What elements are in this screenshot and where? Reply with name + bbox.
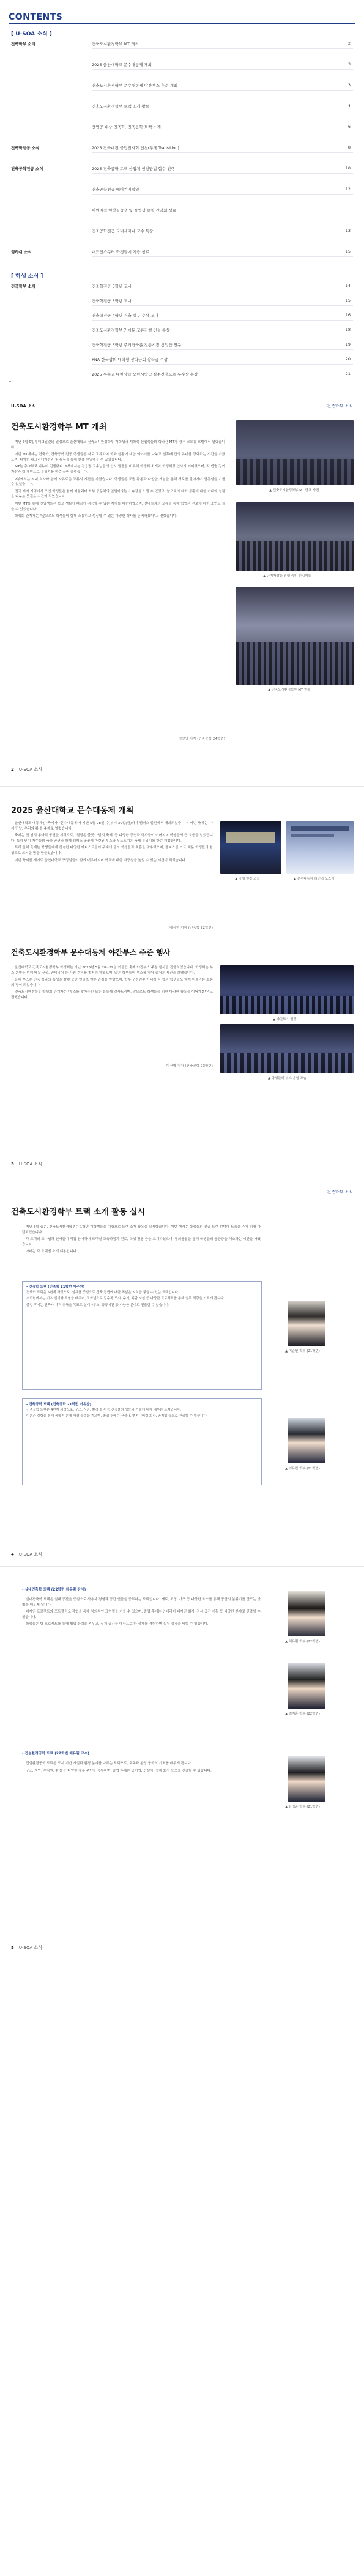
- contents-page: [0, 0, 364, 392]
- contents-page-number: 14: [345, 283, 351, 288]
- paragraph: 이번 MT에서는 건축학, 건축공학 전공 학생들은 서로 교류하며 학과 생활에 대한 이야기를 나누고 선후배 간의 유대를 강화하는 시간을 가졌으며, 다양한 레크리에이션과 팀 활동을 통해 한층 친밀해질 수 있었습니다.: [11, 453, 225, 462]
- paragraph: 건축학 트랙은 5년제 과정으로, 설계를 중심으로 건축 전반에 대한 폭넓은 지식을 쌓을 수 있는 트랙입니다.: [26, 1291, 179, 1294]
- portrait-photo: [288, 1591, 325, 1636]
- contents-row[interactable]: [0, 121, 364, 132]
- article-title: 건축도시환경학부 MT 개최: [11, 423, 107, 432]
- contents-section-usoa: [ U-SOA 소식 ]: [11, 31, 52, 37]
- byline: 정민영 기자 (건축공학 24학번): [178, 737, 225, 741]
- contents-page-number: 16: [345, 313, 351, 317]
- contents-row[interactable]: [0, 324, 364, 335]
- contents-page-number: 15: [345, 298, 351, 303]
- row-divider: [92, 194, 353, 195]
- contents-page-number: 8: [347, 145, 351, 150]
- festival-page: [0, 786, 364, 1178]
- page-header: [9, 1189, 355, 1197]
- portrait-caption: ▲ 윤영준 학부 (21학번): [285, 1805, 320, 1809]
- article-title: 건축도시환경학부 문수대동제 야간부스 주준 행사: [11, 948, 171, 957]
- contents-item: 건축도시환경학부 문수대동제 야간부스 추준 개최: [92, 83, 178, 88]
- contents-section-students: [ 학생 소식 ]: [11, 273, 43, 280]
- contents-page-number: 19: [345, 342, 351, 347]
- contents-page-number: 18: [345, 327, 351, 332]
- contents-row[interactable]: [0, 310, 364, 321]
- contents-row[interactable]: [0, 354, 364, 365]
- footer-label: U-SOA 소식: [18, 767, 42, 772]
- paragraph: 지난 5월 중순, 건축도시환경학부는 1학년 재학생들을 대상으로 트랙 소개 활동을 실시했습니다. 이번 행사는 학생들의 전공 트랙 선택에 도움을 주기 위해 마련되었습니다.: [22, 1225, 261, 1234]
- portrait-photo: [288, 1663, 325, 1709]
- page-header: [9, 403, 355, 410]
- paragraph: 졸업 후에는 건축사 자격 취득을 목표로 설계사무소, 공공기관 등 다양한 분야로 진출할 수 있습니다.: [26, 1303, 169, 1307]
- contents-title: CONTENTS: [9, 12, 63, 22]
- contents-row[interactable]: [0, 59, 364, 70]
- photo-caption: ▲ 건축도시환경학부 MT 단체 사진: [269, 489, 319, 492]
- section-heading: - 건설환경공학 트랙 (22학번 채유림 교수): [22, 1752, 89, 1756]
- contents-item: 건축공학전공 에어컨기념일: [92, 187, 139, 192]
- portrait-photo: [288, 1418, 325, 1463]
- track-box-architecture: [22, 1281, 262, 1390]
- contents-row[interactable]: [0, 280, 364, 291]
- row-divider: [92, 152, 353, 153]
- row-divider: [92, 48, 353, 49]
- contents-row[interactable]: [0, 142, 364, 153]
- contents-item: 건축학전공 3학년 주거건축론 전통시장 창업안 연구: [92, 343, 182, 347]
- byline: 이건엽 기자 (건축공학 23학번): [166, 1064, 213, 1068]
- paragraph: 건축도시환경학부 학생회 관계자는 "부스를 찾아주신 모든 분들께 감사드리며, 앞으로도 학생들을 위한 다양한 활동을 이어가겠다"고 전했습니다.: [11, 990, 213, 1000]
- track-page-2: [0, 1566, 364, 1964]
- contents-page-number: 20: [345, 357, 351, 362]
- contents-category: 건축공학전공 소식: [11, 166, 43, 171]
- article-title: 건축도시환경학부 트랙 소개 활동 실시: [11, 1208, 146, 1217]
- contents-page-number: 21: [345, 371, 351, 376]
- paragraph: 각 트랙의 교수님과 선배들이 직접 참여하여 트랙별 교육과정과 진로, 학생 활동 등을 소개하였으며, 질의응답을 통해 학생들의 궁금증을 해소하는 시간을 가졌습니다.: [22, 1238, 261, 1247]
- contents-page-number: 3: [347, 62, 351, 67]
- contents-item: 건축도시환경학부 7 에듀 교류진행 건설 수상: [92, 328, 170, 333]
- contents-row[interactable]: [0, 80, 364, 91]
- article-body: [11, 821, 213, 865]
- header-category: 건축학부 소식: [327, 1190, 353, 1195]
- track-page: [0, 1178, 364, 1567]
- byline: 배서한 기자 (건축학 22학번): [169, 926, 213, 930]
- box-body: [23, 1290, 261, 1312]
- header-category: 건축학부 소식: [327, 404, 353, 409]
- photo-caption: ▲ 야간부스 현장: [273, 1018, 297, 1022]
- contents-row[interactable]: [0, 295, 364, 306]
- contents-item: 건축학전공 3학년 교내: [92, 284, 132, 289]
- contents-item: 건축공학전공 교내세미나 교수 특강: [92, 229, 154, 234]
- portrait-photo: [288, 1301, 325, 1346]
- blank-page-area: [0, 1964, 364, 2576]
- paragraph: 학생회 관계자는 "앞으로도 학생들이 함께 소통하고 성장할 수 있는 다양한 행사를 준비하겠다"고 전했습니다.: [15, 514, 178, 519]
- article-body: [11, 965, 213, 1003]
- contents-page-number: 6: [347, 124, 351, 129]
- page-footer: [11, 766, 42, 773]
- page-footer: [11, 1945, 42, 1951]
- contents-category: 행하쉬 소식: [11, 250, 32, 254]
- article-body: [11, 440, 225, 521]
- paragraph: 저학년에서는 기초 설계와 조형을 배우며, 고학년으로 갈수록 도시, 주거, 복합 시설 등 다양한 프로젝트를 통해 실무 역량을 기르게 됩니다.: [26, 1297, 225, 1301]
- portrait-caption: ▲ 최재훈 학부 (22학번): [285, 1712, 320, 1716]
- contents-row[interactable]: [0, 368, 364, 379]
- track-box-engineering: [22, 1398, 262, 1485]
- contents-page-number: 15: [345, 249, 351, 254]
- article-body: [22, 1597, 261, 1629]
- contents-item: PNA 한국합의 대학생 장학금회 장학금 수상: [92, 357, 168, 362]
- article-body: [22, 1761, 261, 1775]
- page-number: 3: [11, 1162, 14, 1167]
- page-footer: [11, 1551, 42, 1557]
- box-heading: - 건축학 트랙 (건축학 21학번 이주원): [26, 1285, 85, 1289]
- contents-row[interactable]: [0, 38, 364, 49]
- portrait-caption: ▲ 이준원 학부 (21학번): [285, 1349, 320, 1353]
- contents-item: 이원자석 현장실습생 및 졸업생 초청 간담회 성료: [92, 208, 176, 213]
- article-title: 2025 울산대학교 문수대동제 개최: [11, 806, 134, 815]
- contents-category: 건축학부 소식: [11, 284, 35, 289]
- paragraph: 실내건축학 트랙은 실내 공간을 중심으로 사용자 경험과 공간 연출을 공부하는 트랙입니다. 재료, 조명, 가구 등 다양한 요소를 통해 공간의 분위기를 만드는 방법을 배우게 됩니다.: [22, 1598, 261, 1607]
- contents-page-number: 2: [347, 41, 351, 46]
- contents-row[interactable]: [0, 204, 364, 215]
- contents-page-number: 3: [347, 83, 351, 87]
- photo-caption: ▲ 문수대동제 라인업 포스터: [294, 877, 335, 881]
- paragraph: 이번 축제를 계기로 울산대학교 구성원들이 함께 어우러지며 학교에 대한 자긍심을 높일 수 있는 시간이 되었습니다.: [15, 858, 187, 863]
- photo-caption: ▲ 단기자랑을 진행 중인 신입생들: [263, 574, 311, 578]
- row-divider: [92, 349, 353, 350]
- photo-caption: ▲ 건축도시환경학부 MT 현장: [268, 688, 311, 692]
- paragraph: 이론과 실험을 통해 공학적 문제 해결 능력을 기르며, 졸업 후에는 건설사, 엔지니어링 회사, 공기업 등으로 진출할 수 있습니다.: [26, 1414, 208, 1419]
- paragraph: MT는 총 2부로 나누어 진행됐다. 1부에서는 전공별 교수님들의 인사 말씀을 비롯해 학생회 소개와 학생회장 인사가 이어졌으며, 각 반별 장기자랑과 팀 게임으로 분위기를 한층 끌어 올렸습니다.: [11, 465, 225, 474]
- contents-row[interactable]: [0, 339, 364, 350]
- paragraph: 지난 5월 9일부터 2일간의 일정으로 울산대학교 건축도시환경학부 재학생과 재학생 신입생들의 학과간 MT가 경주 코오롱 호텔에서 열렸습니다.: [11, 440, 225, 450]
- footer-label: U-SOA 소식: [18, 1552, 42, 1557]
- contents-item: 2025 건축공학 트랙 산업체 현장방법 합수 진행: [92, 166, 175, 171]
- portrait-caption: ▲ 이유찬 학부 (21학번): [285, 1467, 320, 1471]
- paragraph: 전국 여러 지역에서 모인 학생들은 함께 어울리며 학부 공동체의 일원이라는 소속감을 느낄 수 있었고, 앞으로의 대학 생활에 대한 기대와 설렘을 나누는 뜻깊은 시간이 되었습니다.: [11, 489, 225, 499]
- contents-row[interactable]: [0, 184, 364, 195]
- photo-crowd: [236, 587, 354, 685]
- row-divider: [92, 256, 353, 257]
- contents-page-number: 12: [345, 187, 351, 191]
- row-divider: [92, 173, 353, 174]
- article-body: [22, 1225, 261, 1256]
- box-heading: - 건축공학 트랙 (건축공학 21학번 이유찬): [26, 1403, 92, 1406]
- page-number: 2: [11, 767, 14, 772]
- footer-label: U-SOA 소식: [18, 1162, 42, 1167]
- contents-item: 대표인스쿠터 학생들에 기증 성료: [92, 250, 150, 254]
- contents-item: 2025 우수교 대한상학 모던시방 과실주전쟁으로 우수상 수상: [92, 372, 198, 377]
- paragraph: 아래는 각 트랙별 소개 내용입니다.: [26, 1250, 78, 1254]
- row-divider: [92, 69, 353, 70]
- contents-item: 2025 울산대학교 문수대동제 개최: [92, 62, 152, 67]
- contents-row[interactable]: [0, 246, 364, 257]
- contents-page-number: 13: [345, 228, 351, 233]
- paragraph: 올해 부스는 건축 학과의 특성을 살린 공간 연출로 많은 관심을 받았으며, 학부 구성원뿐 아니라 타 학과 학생들도 함께 어울리는 소통의 장이 되었습니다.: [11, 978, 213, 987]
- page-number: 5: [11, 1945, 14, 1950]
- row-divider: [92, 90, 353, 91]
- photo-caption: ▲ 축제 현장 모습: [235, 877, 260, 881]
- page-number: 1: [9, 378, 12, 383]
- paragraph: 이번 MT를 통해 신입생들은 학교 생활에 빠르게 적응할 수 있는 계기를 마련하였으며, 선배들과의 교류를 통해 학업과 진로에 대한 조언도 들을 수 있었습니다.: [11, 502, 225, 511]
- section-heading: - 실내건축학 트랙 (22학번 채유림 강사): [22, 1588, 86, 1592]
- portrait-photo: [288, 1756, 325, 1802]
- contents-category: 건축학부 소식: [11, 42, 35, 46]
- contents-item: 2025 건축대전 금입진시회 인천(투레 Transition): [92, 146, 179, 150]
- paragraph: 학생들은 팀 프로젝트를 통해 협업 능력을 키우고, 실제 공간을 대상으로 한 설계를 경험하며 실무 감각을 익힐 수 있습니다.: [26, 1622, 209, 1627]
- paragraph: 축제는 첫 날의 동아리 공연을 시작으로, '열정은 불꽃', '밤의 축제' 등 다양한 공연과 행사들이 이어지며 학생들의 큰 호응을 얻었습니다. 특히 인기 가수들의 축하 공연과 함께 캠퍼스 곳곳에 마련된 부스와 푸드트럭은 축제 분위기를 한층 더했습니다.: [11, 834, 213, 843]
- paragraph: 특히 올해 축제는 학생들에게 친숙한 다양한 아티스트들이 무대에 올라 학생들과 호흡을 맞추었으며, 캠퍼스를 가득 채운 학생들의 함성으로 뜨거운 밤을 만들었습니다.: [11, 846, 213, 855]
- photo-group: [236, 420, 354, 485]
- contents-item: 건축학전공 3학년 교내: [92, 299, 132, 303]
- contents-item: 건축학전공 4학년 건축 설구 수상 교내: [92, 313, 158, 318]
- footer-label: U-SOA 소식: [18, 1945, 42, 1950]
- portrait-caption: ▲ 채유림 학부 (22학번): [285, 1640, 320, 1644]
- photo-booth: [220, 965, 354, 1014]
- row-divider: [92, 305, 353, 306]
- paragraph: 건설환경공학 트랙은 도시 기반 시설과 환경 분야를 다루는 트랙으로, 토목과 환경 공학의 기초를 배우게 됩니다.: [26, 1762, 192, 1765]
- paragraph: 건축공학 트랙은 4년제 과정으로, 구조, 시공, 환경 설비 등 건축물의 성능과 기술에 대해 배우는 트랙입니다.: [26, 1408, 181, 1412]
- paragraph: 2부에서는 저녁 식사와 함께 자유로운 교류의 시간을 가졌습니다. 학생들은 조별 활동과 다양한 게임을 통해 서로를 알아가며 협동심을 기를 수 있었습니다.: [11, 477, 225, 487]
- contents-page-number: 4: [347, 103, 351, 108]
- contents-row[interactable]: [0, 225, 364, 236]
- photo-booth-staff: [220, 1024, 354, 1073]
- contents-item: 건축도시환경학부 MT 개최: [92, 42, 139, 46]
- paragraph: 디자인 프로젝트와 포트폴리오 작업을 통해 창의적인 표현력을 기를 수 있으며, 졸업 후에는 인테리어 디자인 회사, 전시 공간 기획 등 다양한 분야로 진출할 수 있습니다.: [22, 1610, 261, 1619]
- paragraph: 울산대학교 대동제인 '축제가' '문수대동제'가 지난 5월 28일(수)부터 30일(금)까지 캠퍼스 일원에서 개최되었습니다. 이번 축제는 '다시 만날, 우리의 봄'을 주제로 열렸습니다.: [11, 822, 213, 831]
- photo-concert: [220, 821, 281, 874]
- box-body: [23, 1408, 261, 1423]
- mt-page: [0, 392, 364, 787]
- photo-poster: [286, 821, 354, 874]
- paragraph: 울산대학교 건축도시환경학부 학생회는 지난 2025년 5월 28~29일 이틀간 축제 야간부스 주점 행사를 진행하였습니다. 학생회는 부스 운영을 위해 메뉴 구성, 인테리어 등 사전 준비를 철저히 하였으며, 많은 학생들이 부스를 찾아 즐거운 시간을 보냈습니다.: [11, 966, 213, 975]
- contents-item: 건축도시환경학부 트랙 소개 활동: [92, 104, 150, 109]
- contents-rule: [9, 23, 355, 24]
- contents-row[interactable]: [0, 163, 364, 174]
- header-section: U-SOA 소식: [11, 404, 36, 409]
- page-number: 4: [11, 1552, 14, 1557]
- contents-item: 산업공 대상 건축학, 건축공학 트랙 소개: [92, 125, 161, 130]
- contents-row[interactable]: [0, 100, 364, 111]
- photo-caption: ▲ 학생들의 부스 운영 모습: [268, 1077, 307, 1080]
- row-divider: [92, 364, 353, 365]
- row-divider: [92, 320, 353, 321]
- paragraph: 구조, 지반, 수자원, 환경 등 다양한 세부 분야를 공부하며, 졸업 후에는 공기업, 건설사, 설계 회사 등으로 진출할 수 있습니다.: [26, 1769, 212, 1773]
- photo-event: [236, 502, 354, 571]
- contents-category: 건축학전공 소식: [11, 146, 40, 150]
- contents-page-number: 10: [345, 166, 351, 171]
- page-footer: [11, 1161, 42, 1167]
